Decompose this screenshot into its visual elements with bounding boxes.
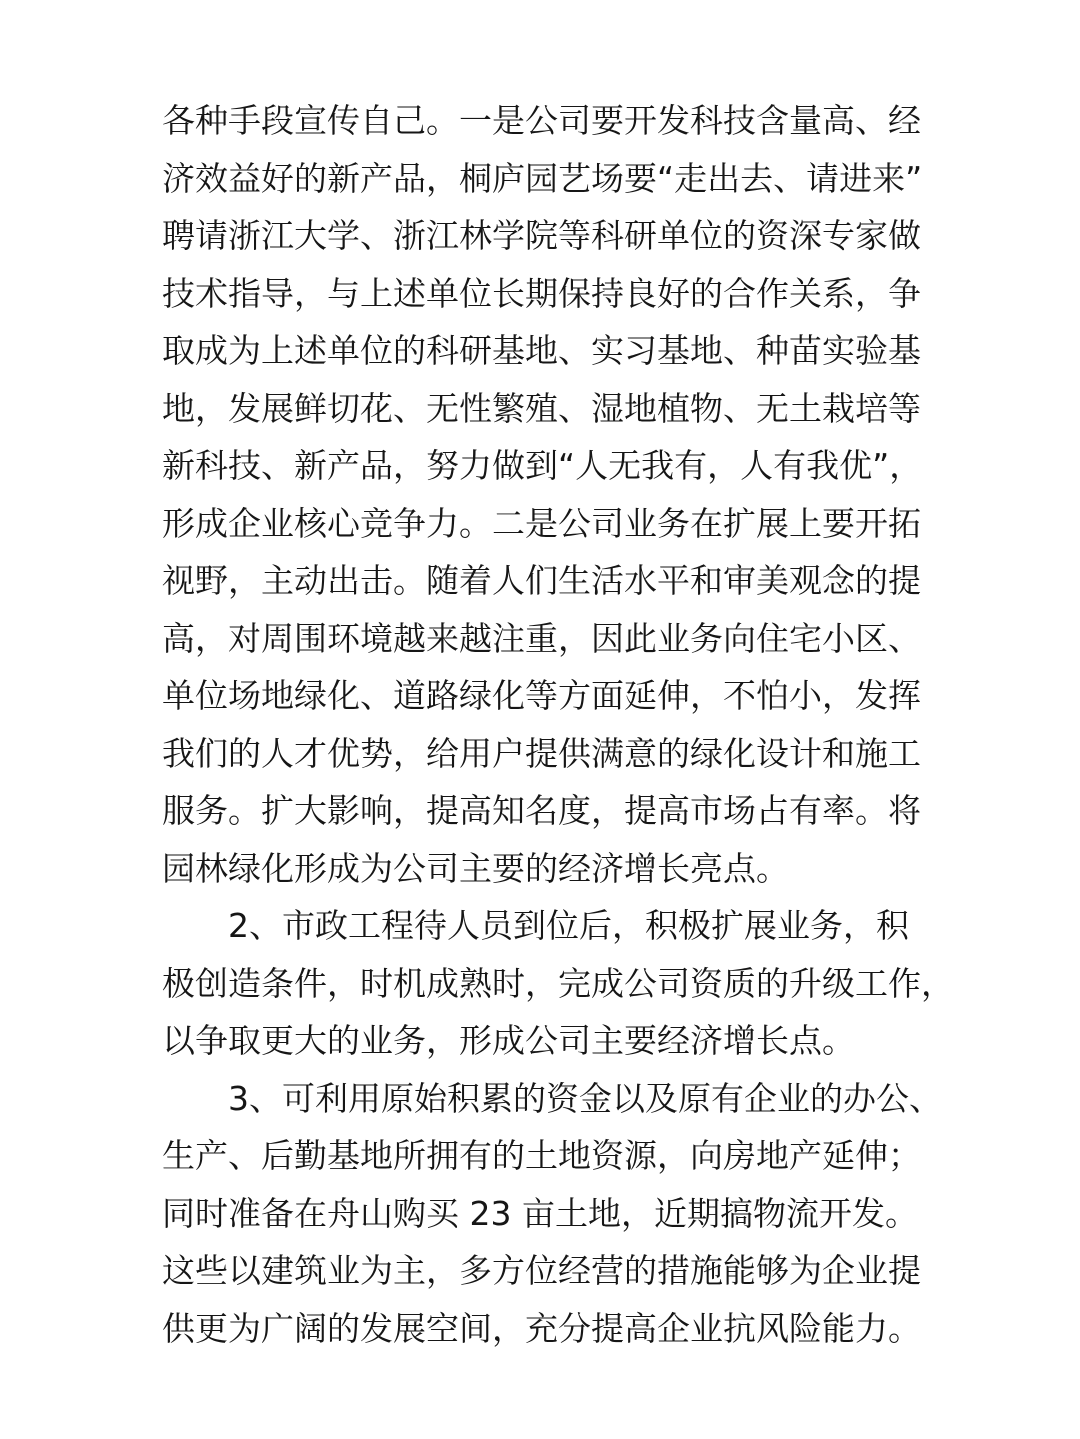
body-text bbox=[162, 92, 954, 1357]
text-line-7: 新科技、新产品，努力做到“人无我有，人有我优”， bbox=[162, 446, 923, 485]
text-line-22: 供更为广阔的发展空间，充分提高企业抗风险能力。 bbox=[162, 1308, 921, 1348]
text-line-4: 技术指导，与上述单位长期保持良好的合作关系，争 bbox=[162, 273, 921, 313]
text-line-18: 3、可利用原始积累的资金以及原有企业的办公、 bbox=[228, 1078, 942, 1118]
text-line-10: 高，对周围环境越来越注重，因此业务向住宅小区、 bbox=[162, 618, 921, 658]
text-line-3: 聘请浙江大学、浙江林学院等科研单位的资深专家做 bbox=[162, 216, 921, 255]
text-line-15: 2、市政工程待人员到位后，积极扩展业务，积 bbox=[228, 906, 909, 945]
text-line-9: 视野，主动出击。随着人们生活水平和审美观念的提 bbox=[162, 561, 921, 600]
text-line-21: 这些以建筑业为主，多方位经营的措施能够为企业提 bbox=[162, 1251, 921, 1290]
text-line-1: 各种手段宣传自己。一是公司要开发科技含量高、经 bbox=[162, 101, 921, 140]
text-line-14: 园林绿化形成为公司主要的经济增长亮点。 bbox=[162, 848, 789, 888]
text-line-16: 极创造条件，时机成熟时，完成公司资质的升级工作， bbox=[162, 963, 954, 1003]
text-line-6: 地，发展鲜切花、无性繁殖、湿地植物、无土栽培等 bbox=[162, 388, 921, 428]
text-line-19: 生产、后勤基地所拥有的土地资源，向房地产延伸； bbox=[162, 1136, 921, 1175]
text-line-20: 同时准备在舟山购买 23 亩土地，近期搞物流开发。 bbox=[162, 1193, 918, 1233]
text-line-12: 我们的人才优势，给用户提供满意的绿化设计和施工 bbox=[162, 733, 921, 773]
text-line-17: 以争取更大的业务，形成公司主要经济增长点。 bbox=[162, 1021, 855, 1060]
text-line-5: 取成为上述单位的科研基地、实习基地、种苗实验基 bbox=[162, 331, 921, 370]
text-line-8: 形成企业核心竞争力。二是公司业务在扩展上要开拓 bbox=[162, 503, 921, 543]
text-line-2: 济效益好的新产品，桐庐园艺场要“走出去、请进来” bbox=[162, 158, 923, 198]
text-line-11: 单位场地绿化、道路绿化等方面延伸，不怕小，发挥 bbox=[162, 676, 921, 715]
text-line-13: 服务。扩大影响，提高知名度，提高市场占有率。将 bbox=[162, 791, 921, 830]
